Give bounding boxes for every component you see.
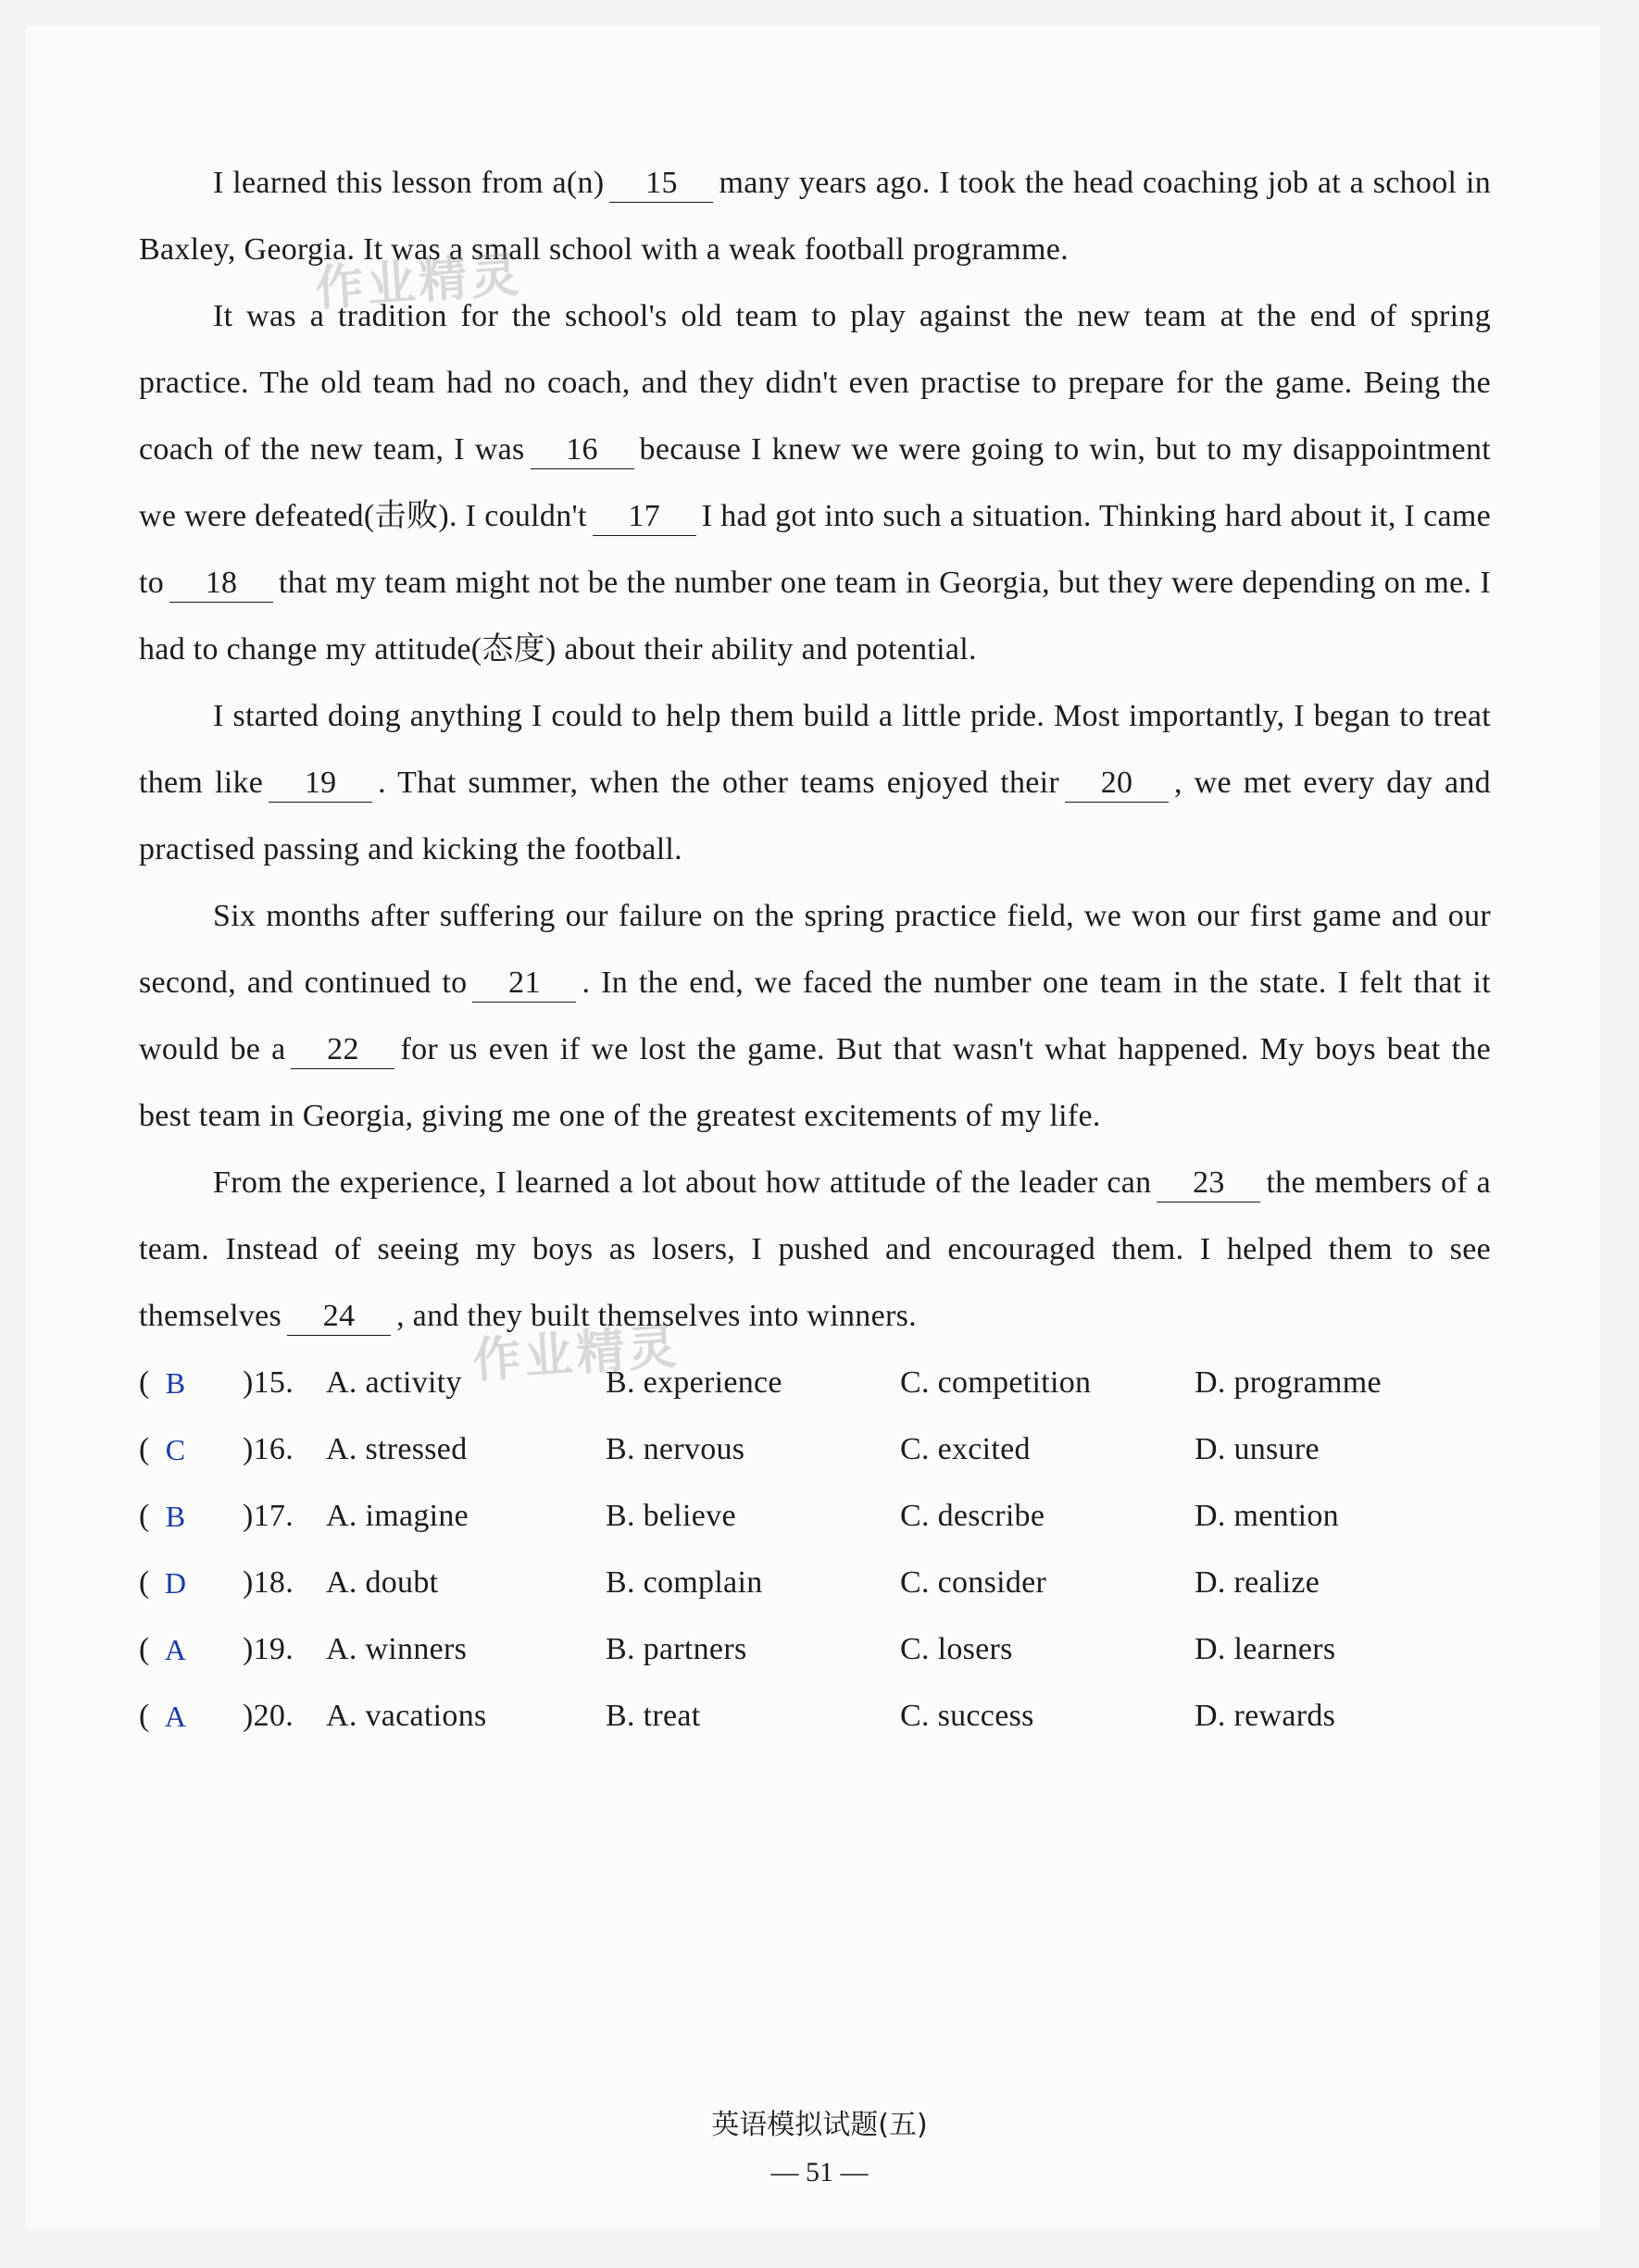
option-c: C. losers — [900, 1632, 1013, 1666]
footer-title: 英语模拟试题(五) — [711, 2109, 928, 2141]
filled-answer: B — [165, 1366, 186, 1400]
blank-21: 21 — [472, 965, 576, 1003]
blank-23: 23 — [1157, 1165, 1260, 1203]
answer-bracket — [139, 1350, 243, 1416]
question-number: )20. — [243, 1699, 294, 1733]
option-b: B. partners — [606, 1632, 747, 1666]
option-d: D. rewards — [1195, 1699, 1336, 1733]
blank-18: 18 — [169, 565, 273, 603]
text: , and they built themselves into winners. — [396, 1299, 917, 1333]
text: From the experience, I learned a lot about how attitude of the leader can — [213, 1165, 1152, 1200]
option-c: C. success — [900, 1699, 1034, 1733]
option-d: D. learners — [1195, 1632, 1336, 1666]
filled-answer: A — [164, 1700, 187, 1733]
answer-bracket — [139, 1483, 243, 1550]
filled-answer: D — [164, 1566, 187, 1600]
blank-19: 19 — [269, 765, 372, 803]
paragraph-4 — [139, 883, 1491, 1150]
open-paren: ( — [139, 1432, 150, 1466]
filled-answer: A — [164, 1633, 187, 1666]
answer-bracket — [139, 1683, 243, 1750]
blank-17: 17 — [593, 498, 696, 536]
option-a: A. vacations — [326, 1699, 487, 1733]
paragraph-3 — [139, 683, 1491, 883]
filled-answer: C — [165, 1433, 186, 1466]
answer-bracket — [139, 1550, 243, 1616]
option-c: C. competition — [900, 1365, 1092, 1400]
answer-bracket — [139, 1416, 243, 1483]
question-number: )15. — [243, 1365, 294, 1400]
reading-passage — [139, 150, 1491, 1750]
watermark: 作业精灵 — [313, 247, 525, 318]
text: I learned this lesson from a(n) — [213, 166, 605, 200]
option-a: A. doubt — [326, 1565, 439, 1600]
page-number: — 51 — — [770, 2157, 869, 2187]
question-row — [139, 1483, 1491, 1550]
option-b: B. believe — [606, 1499, 736, 1533]
open-paren: ( — [139, 1365, 150, 1400]
open-paren: ( — [139, 1632, 150, 1666]
question-number: )17. — [243, 1499, 294, 1533]
text: . In the end, we faced the number one team in the state. I felt that it would be a — [139, 966, 1491, 1066]
question-row — [139, 1683, 1491, 1750]
option-a: A. stressed — [326, 1432, 468, 1466]
question-row — [139, 1550, 1491, 1616]
open-paren: ( — [139, 1499, 150, 1533]
text: for us even if we lost the game. But that wasn't what happened. My boys beat the best team in Georgia, giving me one of the greatest excitements of my life. — [139, 1032, 1491, 1133]
question-number: )18. — [243, 1565, 294, 1600]
blank-16: 16 — [531, 431, 634, 469]
option-c: C. describe — [900, 1499, 1045, 1533]
option-a: A. winners — [326, 1632, 468, 1666]
option-b: B. nervous — [606, 1432, 745, 1466]
text: because I knew we were going to win, but to my disappointment we were defeated(击败). I couldn't — [139, 432, 1491, 533]
text: . That summer, when the other teams enjoyed their — [378, 766, 1060, 800]
option-d: D. mention — [1195, 1499, 1339, 1533]
option-a: A. activity — [326, 1365, 462, 1400]
answer-bracket — [139, 1616, 243, 1683]
option-b: B. treat — [606, 1699, 701, 1733]
blank-20: 20 — [1065, 765, 1169, 803]
paragraph-5 — [139, 1150, 1491, 1350]
option-d: D. unsure — [1195, 1432, 1320, 1466]
question-number: )19. — [243, 1632, 294, 1666]
text: Six months after suffering our failure on the spring practice field, we won our first game and our second, and continued to — [139, 899, 1491, 1000]
question-row — [139, 1616, 1491, 1683]
option-c: C. excited — [900, 1432, 1031, 1466]
question-row — [139, 1416, 1491, 1483]
watermark: 作业精灵 — [470, 1319, 682, 1389]
question-number: )16. — [243, 1432, 294, 1466]
blank-15: 15 — [609, 165, 713, 203]
text: I had got into such a situation. Thinking hard about it, I came to — [139, 499, 1491, 600]
text: , we met every day and practised passing and kicking the football. — [139, 766, 1491, 866]
blank-24: 24 — [287, 1298, 391, 1336]
option-b: B. complain — [606, 1565, 763, 1600]
option-a: A. imagine — [326, 1499, 469, 1533]
text: that my team might not be the number one team in Georgia, but they were depending on me. I had to change my attitude(态度) about their ability and potential. — [139, 566, 1491, 667]
answer-options — [139, 1350, 1491, 1750]
text: the members of a team. Instead of seeing my boys as losers, I pushed and encouraged them. I helped them to see themselves — [139, 1165, 1491, 1333]
open-paren: ( — [139, 1699, 150, 1733]
text: many years ago. I took the head coaching job at a school in Baxley, Georgia. It was a small school with a weak football programme. — [139, 166, 1491, 267]
option-c: C. consider — [900, 1565, 1047, 1600]
blank-22: 22 — [291, 1031, 394, 1069]
option-d: D. programme — [1195, 1365, 1382, 1400]
option-b: B. experience — [606, 1365, 782, 1400]
question-row — [139, 1350, 1491, 1416]
paragraph-2 — [139, 283, 1491, 683]
open-paren: ( — [139, 1565, 150, 1600]
option-d: D. realize — [1195, 1565, 1320, 1600]
text: I started doing anything I could to help them build a little pride. Most importantly, I began to treat them like — [139, 699, 1491, 800]
filled-answer: B — [165, 1500, 186, 1533]
text: It was a tradition for the school's old team to play against the new team at the end of spring practice. The old team had no coach, and they didn't even practise to prepare for the game. Being the coach of the new team, I was — [139, 299, 1491, 467]
